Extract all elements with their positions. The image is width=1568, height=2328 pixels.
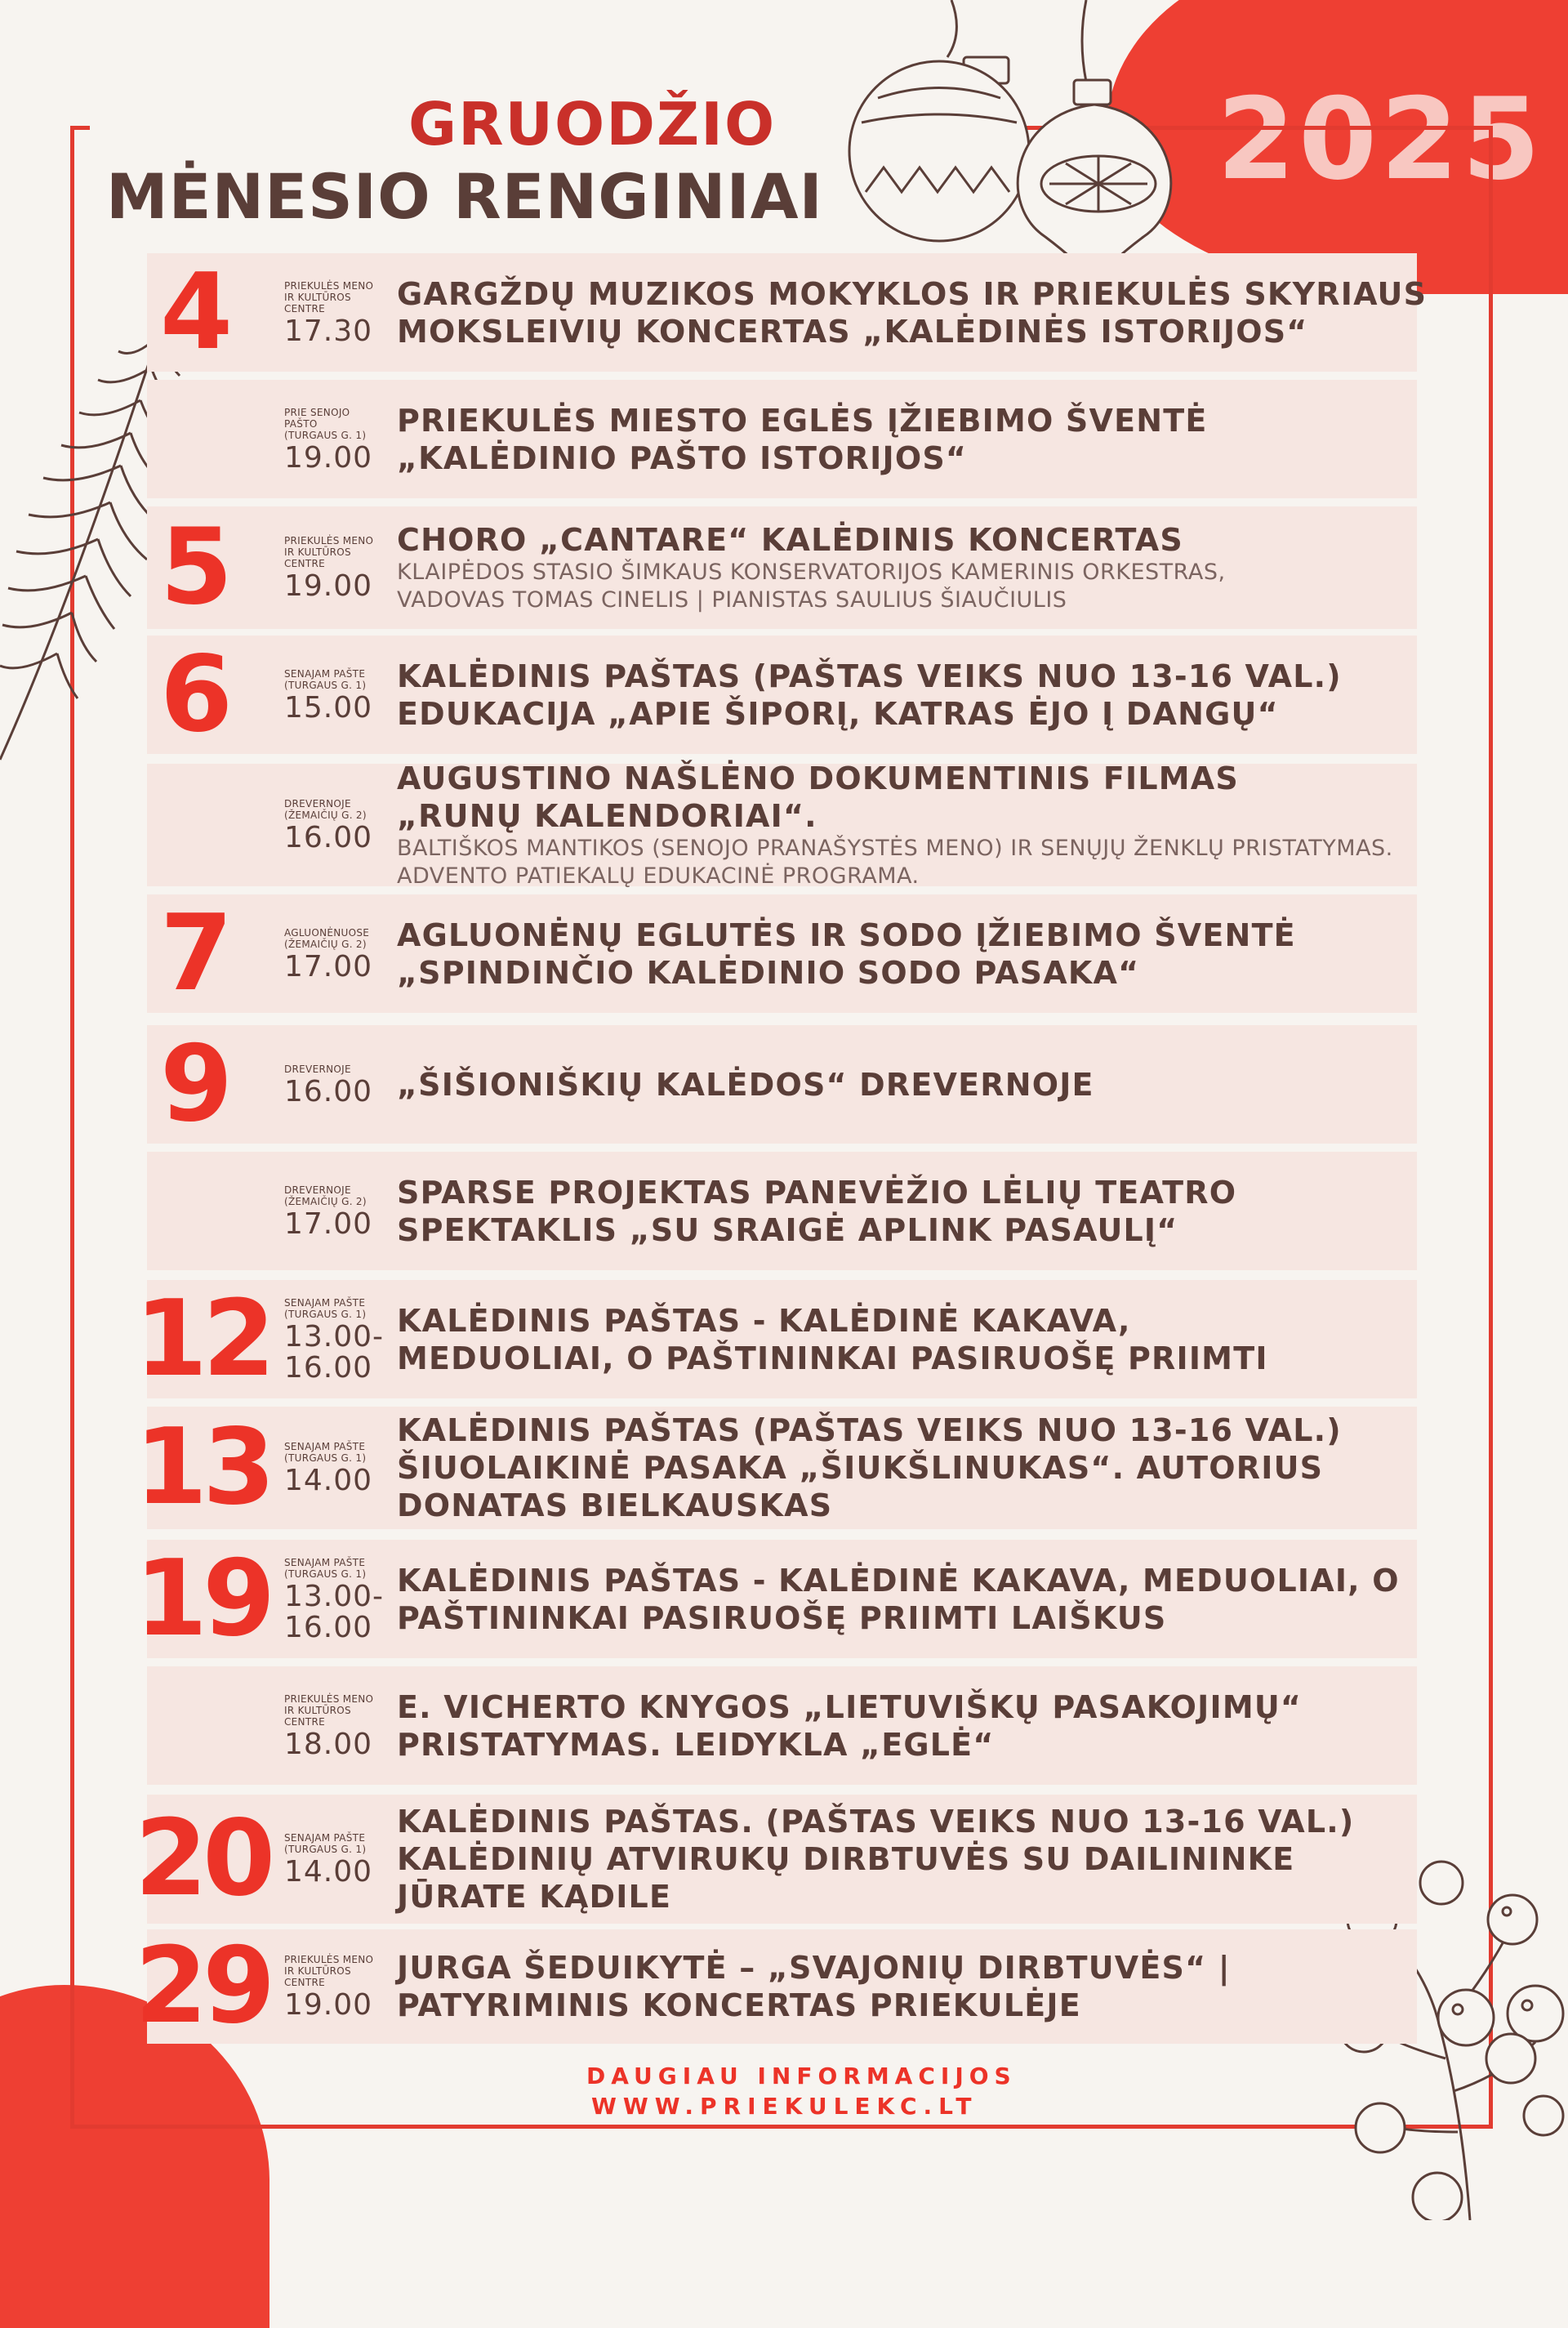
event-title-line: „SPINDINČIO KALĖDINIO SODO PASAKA“ bbox=[397, 954, 1140, 991]
event-title-line: EDUKACIJA „APIE ŠIPORĮ, KATRAS ĖJO Į DANGŲ“ bbox=[397, 695, 1279, 732]
event-day-number: 20 bbox=[135, 1798, 271, 1920]
event-day-number: 12 bbox=[135, 1278, 271, 1400]
event-title-line: CHORO „CANTARE“ KALĖDINIS KONCERTAS bbox=[397, 522, 1183, 558]
event-location: AGLUONĖNUOSE (ŽEMAIČIŲ G. 2) bbox=[284, 926, 370, 950]
event-title-line: KALĖDINIŲ ATVIRUKŲ DIRBTUVĖS SU DAILININKE bbox=[397, 1841, 1295, 1877]
year-label: 2025 bbox=[1217, 74, 1544, 205]
event-location: DREVERNOJE (ŽEMAIČIŲ G. 2) bbox=[284, 1184, 367, 1207]
event-location: SENAJAM PAŠTE (TURGAUS G. 1) bbox=[284, 667, 367, 691]
event-location: DREVERNOJE (ŽEMAIČIŲ G. 2) bbox=[284, 798, 367, 821]
event-title-line: JURGA ŠEDUIKYTĖ – „SVAJONIŲ DIRBTUVĖS“ | bbox=[397, 1950, 1231, 1986]
event-title-line: GARGŽDŲ MUZIKOS MOKYKLOS IR PRIEKULĖS SKYRIAUS bbox=[397, 275, 1428, 312]
event-location: PRIEKULĖS MENO IR KULTŪROS CENTRE bbox=[284, 1954, 374, 1988]
event-day-number: 13 bbox=[135, 1407, 271, 1528]
event-day-number: 19 bbox=[135, 1537, 271, 1660]
event-location: SENAJAM PAŠTE (TURGAUS G. 1) bbox=[284, 1296, 367, 1320]
event-time: 19.00 bbox=[284, 569, 373, 603]
event-title-line: AGLUONĖNŲ EGLUTĖS IR SODO ĮŽIEBIMO ŠVENTĖ bbox=[397, 916, 1296, 953]
event-title-line: KALĖDINIS PAŠTAS. (PAŠTAS VEIKS NUO 13-16 VAL.) bbox=[397, 1804, 1355, 1840]
event-title-line: PATYRIMINIS KONCERTAS PRIEKULĖJE bbox=[397, 1987, 1081, 2023]
event-title-line: KALĖDINIS PAŠTAS - KALĖDINĖ KAKAVA, MEDUOLIAI, O bbox=[397, 1562, 1400, 1599]
event-title-line: SPARSE PROJEKTAS PANEVĖŽIO LĖLIŲ TEATRO bbox=[397, 1174, 1237, 1211]
event-title-line: E. VICHERTO KNYGOS „LIETUVIŠKŲ PASAKOJIMŲ“ bbox=[397, 1688, 1303, 1725]
footer-info-label: DAUGIAU INFORMACIJOS bbox=[586, 2063, 1017, 2089]
event-time: 19.00 bbox=[284, 1988, 373, 2022]
event-time: 16.00 bbox=[284, 1074, 373, 1108]
event-location: PRIE SENOJO PAŠTO (TURGAUS G. 1) bbox=[284, 406, 367, 441]
event-title-line: MOKSLEIVIŲ KONCERTAS „KALĖDINĖS ISTORIJOS“ bbox=[397, 313, 1308, 350]
footer-website-link[interactable]: WWW.PRIEKULEKC.LT bbox=[591, 2093, 978, 2120]
event-time: 17.00 bbox=[284, 949, 373, 983]
event-time: 13.00- 16.00 bbox=[284, 1579, 385, 1644]
event-title-line: PRIEKULĖS MIESTO EGLĖS ĮŽIEBIMO ŠVENTĖ bbox=[397, 402, 1208, 439]
event-time: 15.00 bbox=[284, 690, 373, 725]
event-location: PRIEKULĖS MENO IR KULTŪROS CENTRE bbox=[284, 535, 374, 569]
event-title-line: KALĖDINIS PAŠTAS (PAŠTAS VEIKS NUO 13-16 VAL.) bbox=[397, 1412, 1342, 1448]
event-title-line: PRISTATYMAS. LEIDYKLA „EGLĖ“ bbox=[397, 1726, 995, 1763]
event-description-line: BALTIŠKOS MANTIKOS (SENOJO PRANAŠYSTĖS MENO) IR SENŲJŲ ŽENKLŲ PRISTATYMAS. bbox=[397, 836, 1393, 861]
event-day-number: 5 bbox=[160, 506, 229, 628]
event-time: 14.00 bbox=[284, 1855, 373, 1889]
event-time: 13.00- 16.00 bbox=[284, 1319, 385, 1385]
event-description-line: VADOVAS TOMAS CINELIS | PIANISTAS SAULIUS ŠIAUČIULIS bbox=[397, 587, 1067, 613]
event-day-number: 29 bbox=[135, 1925, 271, 2047]
event-day-number: 9 bbox=[160, 1023, 229, 1145]
event-title-line: AUGUSTINO NAŠLĖNO DOKUMENTINIS FILMAS bbox=[397, 760, 1239, 796]
event-title-line: SPEKTAKLIS „SU SRAIGĖ APLINK PASAULĮ“ bbox=[397, 1211, 1178, 1248]
event-location: PRIEKULĖS MENO IR KULTŪROS CENTRE bbox=[284, 1692, 374, 1728]
event-time: 14.00 bbox=[284, 1464, 373, 1497]
event-description-line: KLAIPĖDOS STASIO ŠIMKAUS KONSERVATORIJOS KAMERINIS ORKESTRAS, bbox=[397, 560, 1226, 585]
event-title-line: PAŠTININKAI PASIRUOŠĘ PRIIMTI LAIŠKUS bbox=[397, 1599, 1167, 1636]
event-title-line: ŠIUOLAIKINĖ PASAKA „ŠIUKŠLINUKAS“. AUTORIUS bbox=[397, 1450, 1324, 1486]
event-title-line: „RUNŲ KALENDORIAI“. bbox=[397, 798, 817, 834]
event-day-number: 4 bbox=[160, 251, 229, 373]
event-day-number: 7 bbox=[160, 892, 229, 1015]
event-day-number: 6 bbox=[160, 633, 229, 756]
event-time: 19.00 bbox=[284, 440, 373, 475]
event-title-line: JŪRATE KĄDILE bbox=[397, 1879, 672, 1915]
event-location: PRIEKULĖS MENO IR KULTŪROS CENTRE bbox=[284, 279, 374, 314]
event-title-line: KALĖDINIS PAŠTAS (PAŠTAS VEIKS NUO 13-16 VAL.) bbox=[397, 658, 1342, 694]
event-location: SENAJAM PAŠTE (TURGAUS G. 1) bbox=[284, 1556, 367, 1580]
event-location: SENAJAM PAŠTE (TURGAUS G. 1) bbox=[284, 1441, 367, 1464]
event-location: SENAJAM PAŠTE (TURGAUS G. 1) bbox=[284, 1832, 367, 1855]
event-time: 17.00 bbox=[284, 1206, 373, 1241]
event-time: 18.00 bbox=[284, 1727, 373, 1761]
event-title-line: „ŠIŠIONIŠKIŲ KALĖDOS“ DREVERNOJE bbox=[397, 1066, 1094, 1103]
ornament-icon bbox=[841, 0, 1200, 294]
event-title-line: „KALĖDINIO PAŠTO ISTORIJOS“ bbox=[397, 439, 968, 476]
title-line-2: MĖNESIO RENGINIAI bbox=[106, 160, 823, 233]
event-location: DREVERNOJE bbox=[284, 1063, 351, 1075]
event-title-line: KALĖDINIS PAŠTAS - KALĖDINĖ KAKAVA, bbox=[397, 1302, 1131, 1339]
title-line-1: GRUODŽIO bbox=[408, 90, 777, 158]
event-time: 16.00 bbox=[284, 821, 373, 854]
event-title-line: MEDUOLIAI, O PAŠTININKAI PASIRUOŠĘ PRIIMTI bbox=[397, 1340, 1268, 1376]
event-title-line: DONATAS BIELKAUSKAS bbox=[397, 1487, 833, 1523]
event-description-line: ADVENTO PATIEKALŲ EDUKACINĖ PROGRAMA. bbox=[397, 863, 920, 889]
event-time: 17.30 bbox=[284, 314, 373, 348]
